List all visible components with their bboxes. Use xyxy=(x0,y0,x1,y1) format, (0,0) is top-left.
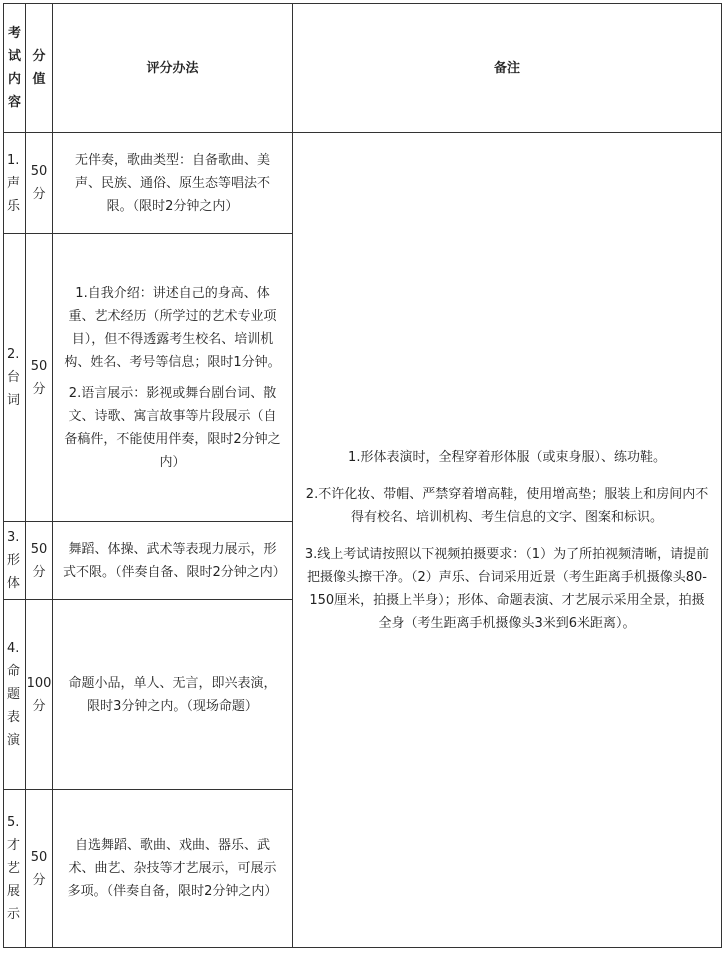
row-score: 100分 xyxy=(26,600,53,790)
scoring-table xyxy=(3,3,722,948)
row-content-cell xyxy=(4,234,26,522)
row-score: 50分 xyxy=(26,234,53,522)
row-method-text: 舞蹈、体操、武术等表现力展示，形式不限。（伴奏自备、限时2分钟之内） xyxy=(63,541,286,580)
note-item: 2.不许化妆、带帽、严禁穿着增高鞋，使用增高垫；服装上和房间内不得有校名、培训机构、考生信息的文字、图案和标识。 xyxy=(305,486,709,525)
row-content: 1.声乐 xyxy=(7,152,21,214)
row-method-text: 2.语言展示：影视或舞台剧台词、散文、诗歌、寓言故事等片段展示（自备稿件，不能使用伴奏，限时2分钟之内） xyxy=(64,385,281,470)
row-method-text: 命题小品，单人、无言，即兴表演，限时3分钟之内。（现场命题） xyxy=(68,675,277,714)
header-notes: 备注 xyxy=(293,4,722,133)
row-method-cell xyxy=(53,600,293,790)
table-row xyxy=(4,133,722,234)
row-method-text: 1.自我介绍：讲述自己的身高、体重、艺术经历（所学过的艺术专业项目），但不得透露考生校名、培训机构、姓名、考号等信息；限时1分钟。 xyxy=(64,285,281,370)
row-content: 3.形体 xyxy=(7,530,21,591)
header-score-cell xyxy=(26,4,53,133)
notes-cell xyxy=(293,133,722,948)
row-content-cell xyxy=(4,600,26,790)
note-item: 1.形体表演时，全程穿着形体服（或束身服）、练功鞋。 xyxy=(348,449,666,465)
row-score: 50分 xyxy=(26,133,53,234)
row-method-cell xyxy=(53,522,293,600)
note-item: 3.线上考试请按照以下视频拍摄要求：（1）为了所拍视频清晰，请提前把摄像头擦干净。（2）声乐、台词采用近景（考生距离手机摄像头80-150厘米，拍摄上半身）；形体、命题表演、才艺展示采用全景，拍摄全身（考生距离手机摄像头3米到6米距离）。 xyxy=(304,546,710,631)
row-content-cell xyxy=(4,522,26,600)
header-score: 分值 xyxy=(32,49,46,87)
row-method-cell xyxy=(53,234,293,522)
row-content: 5.才艺展示 xyxy=(7,815,21,922)
row-method-cell xyxy=(53,133,293,234)
row-method-cell xyxy=(53,790,293,948)
row-content: 4.命题表演 xyxy=(7,641,21,748)
row-score: 50分 xyxy=(26,522,53,600)
header-method: 评分办法 xyxy=(53,4,293,133)
header-row xyxy=(4,4,722,133)
header-content-cell xyxy=(4,4,26,133)
row-content: 2.台词 xyxy=(7,347,21,408)
row-score: 50分 xyxy=(26,790,53,948)
row-method-text: 自选舞蹈、歌曲、戏曲、器乐、武术、曲艺、杂技等才艺展示，可展示多项。（伴奏自备，限时2分钟之内） xyxy=(67,838,278,899)
header-content: 考试内容 xyxy=(8,26,22,110)
row-method-text: 无伴奏，歌曲类型：自备歌曲、美声、民族、通俗、原生态等唱法不限。（限时2分钟之内） xyxy=(74,152,270,214)
row-content-cell xyxy=(4,133,26,234)
row-content-cell xyxy=(4,790,26,948)
